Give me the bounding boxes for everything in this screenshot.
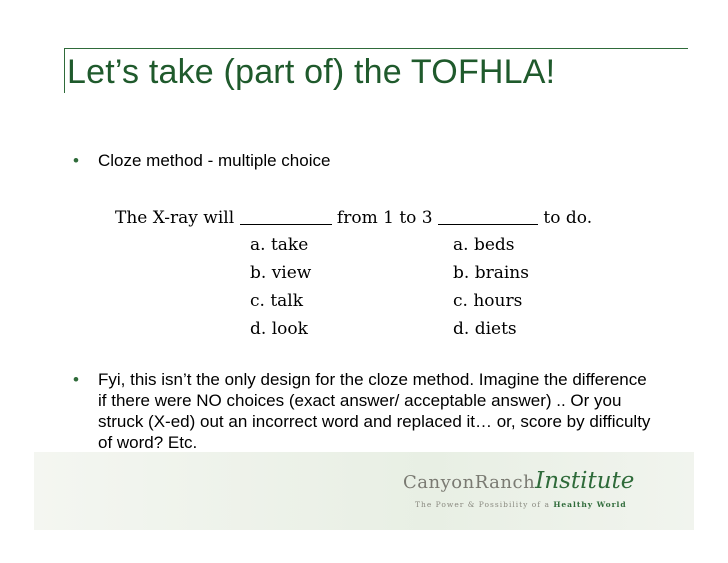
canyon-ranch-logo: [403, 468, 643, 518]
logo-tagline-part-1: The Power & Possibility of a: [415, 500, 554, 509]
sentence-part-3: to do.: [538, 208, 593, 228]
choice-left-c: c. talk: [250, 291, 304, 311]
bullet-marker: •: [73, 370, 79, 389]
choice-left-b: b. view: [250, 263, 312, 283]
slide-title: Let’s take (part of) the TOFHLA!: [67, 53, 556, 91]
blank-1: [240, 208, 332, 225]
logo-tagline-part-2: Healthy World: [553, 500, 627, 509]
choice-right-b: b. brains: [453, 263, 529, 283]
choice-left-d: d. look: [250, 319, 308, 339]
title-rule-horizontal: [64, 48, 688, 49]
sentence-part-2: from 1 to 3: [331, 208, 439, 228]
logo-name-suffix: Institute: [535, 468, 635, 494]
bullet-marker: •: [73, 151, 79, 170]
title-rule-vertical: [64, 48, 65, 93]
cloze-sentence: [115, 208, 592, 228]
logo-wordmark: [403, 468, 634, 494]
blank-2: [438, 208, 538, 225]
choice-right-c: c. hours: [453, 291, 523, 311]
bullet-text: Cloze method - multiple choice: [98, 151, 331, 170]
bullet-text: Fyi, this isn’t the only design for the cloze method. Imagine the difference if there were NO choices (exact answer/ acceptable answer) .. Or you struck (X-ed) out an incorrect word and replaced it… or, score by difficulty of word? Etc.: [98, 370, 651, 452]
sentence-part-1: The X-ray will: [115, 208, 240, 228]
choice-left-a: a. take: [250, 235, 309, 255]
choice-right-d: d. diets: [453, 319, 517, 339]
logo-name: CanyonRanch: [403, 472, 536, 493]
choice-right-a: a. beds: [453, 235, 515, 255]
logo-tagline: [415, 500, 627, 509]
